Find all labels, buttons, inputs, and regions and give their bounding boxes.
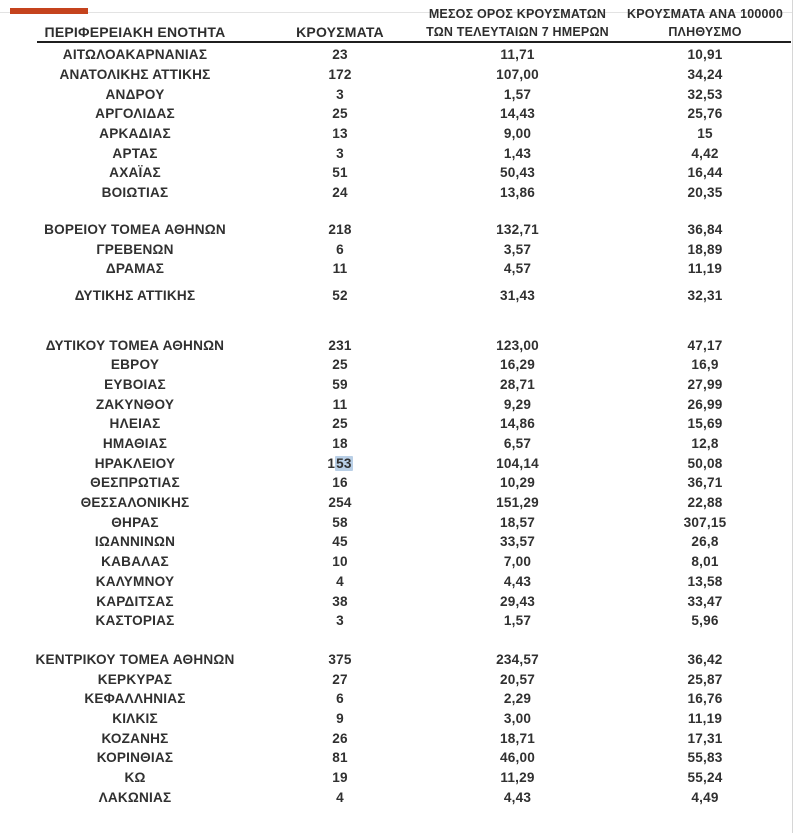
region-cell[interactable]: ΕΥΒΟΙΑΣ xyxy=(104,376,166,392)
region-cell[interactable]: ΚΟΖΑΝΗΣ xyxy=(101,730,169,746)
table-row xyxy=(0,532,800,552)
avg7-cell[interactable]: 4,43 xyxy=(503,573,532,589)
table-row xyxy=(0,375,800,395)
region-cell[interactable]: ΔΥΤΙΚΟΥ ΤΟΜΕΑ ΑΘΗΝΩΝ xyxy=(45,337,225,353)
avg7-cell[interactable]: 3,00 xyxy=(503,710,532,726)
avg7-cell[interactable]: 7,00 xyxy=(503,554,532,570)
per100k-cell[interactable]: 18,89 xyxy=(687,241,723,257)
region-cell[interactable]: ΚΕΦΑΛΛΗΝΙΑΣ xyxy=(84,691,186,707)
group-spacer xyxy=(0,631,800,650)
cases-cell[interactable]: 6 xyxy=(336,241,344,257)
cases-cell[interactable]: 24 xyxy=(332,185,348,201)
per100k-cell[interactable]: 4,49 xyxy=(691,789,719,805)
table-row xyxy=(0,414,800,434)
table-row xyxy=(0,239,800,259)
group-spacer xyxy=(0,203,800,220)
table-row xyxy=(0,650,800,670)
per100k-cell[interactable]: 16,76 xyxy=(687,691,723,707)
per100k-cell[interactable]: 32,53 xyxy=(687,86,723,102)
avg7-cell[interactable]: 18,71 xyxy=(499,730,536,746)
region-cell[interactable]: ΖΑΚΥΝΘΟΥ xyxy=(95,396,175,412)
header-region: ΠΕΡΙΦΕΡΕΙΑΚΗ ΕΝΟΤΗΤΑ xyxy=(44,24,226,40)
header-underline-rule xyxy=(37,41,791,43)
avg7-cell[interactable]: 18,57 xyxy=(499,514,536,530)
region-cell[interactable]: ΛΑΚΩΝΙΑΣ xyxy=(98,789,172,805)
per100k-cell[interactable]: 11,19 xyxy=(687,710,723,726)
header-avg7-line2: ΤΩΝ ΤΕΛΕΥΤΑΙΩΝ 7 ΗΜΕΡΩΝ xyxy=(426,25,609,39)
avg7-cell[interactable]: 107,00 xyxy=(496,67,539,83)
table-row xyxy=(0,787,800,807)
avg7-cell[interactable]: 2,29 xyxy=(503,691,532,707)
region-cell[interactable]: ΑΝΔΡΟΥ xyxy=(105,86,165,102)
cases-cell[interactable]: 11 xyxy=(332,261,348,277)
cases-cell[interactable]: 58 xyxy=(332,514,348,530)
region-cell[interactable]: ΗΜΑΘΙΑΣ xyxy=(102,436,168,452)
header-per100k-line2: ΠΛΗΘΥΣΜΟ xyxy=(668,25,742,39)
cases-cell[interactable]: 4 xyxy=(336,573,344,589)
region-cell[interactable]: ΗΡΑΚΛΕΙΟΥ xyxy=(94,455,176,471)
per100k-cell[interactable]: 12,8 xyxy=(691,436,719,452)
cases-cell[interactable]: 4 xyxy=(336,789,344,805)
region-cell[interactable]: ΚΙΛΚΙΣ xyxy=(112,710,158,726)
table-header-line2 xyxy=(0,24,800,40)
region-cell[interactable]: ΑΙΤΩΛΟΑΚΑΡΝΑΝΙΑΣ xyxy=(62,47,208,63)
per100k-cell[interactable]: 4,42 xyxy=(691,145,719,161)
avg7-cell[interactable]: 104,14 xyxy=(496,455,539,471)
cases-cell[interactable]: 6 xyxy=(336,691,344,707)
table-row xyxy=(0,591,800,611)
cases-cell[interactable]: 52 xyxy=(332,287,348,303)
per100k-cell[interactable]: 36,84 xyxy=(687,221,723,237)
cases-cell[interactable]: 172 xyxy=(328,67,352,83)
region-cell[interactable]: ΘΗΡΑΣ xyxy=(111,514,159,530)
header-avg7-line1: ΜΕΣΟΣ ΟΡΟΣ ΚΡΟΥΣΜΑΤΩΝ xyxy=(428,7,607,21)
region-cell[interactable]: ΕΒΡΟΥ xyxy=(110,357,160,373)
cases-cell[interactable]: 38 xyxy=(332,593,348,609)
table-row xyxy=(0,572,800,592)
per100k-cell[interactable]: 50,08 xyxy=(687,455,723,471)
table-row xyxy=(0,611,800,631)
table-row xyxy=(0,335,800,355)
region-cell[interactable]: ΑΧΑΪΑΣ xyxy=(109,165,161,181)
avg7-cell[interactable]: 1,57 xyxy=(503,613,532,629)
table-row xyxy=(0,355,800,375)
avg7-cell[interactable]: 14,43 xyxy=(499,106,536,122)
avg7-cell[interactable]: 9,00 xyxy=(503,126,532,142)
avg7-cell[interactable]: 31,43 xyxy=(499,287,536,303)
cases-cell[interactable]: 59 xyxy=(332,376,348,392)
table-row xyxy=(0,552,800,572)
per100k-cell[interactable]: 34,24 xyxy=(687,67,723,83)
avg7-cell[interactable]: 123,00 xyxy=(496,337,539,353)
region-cell[interactable]: ΒΟΙΩΤΙΑΣ xyxy=(101,185,169,201)
cases-cell[interactable]: 26 xyxy=(332,730,348,746)
avg7-cell[interactable]: 1,57 xyxy=(503,86,532,102)
cases-unselected-part: 1 xyxy=(327,455,336,471)
per100k-cell[interactable]: 55,83 xyxy=(687,750,723,766)
per100k-cell[interactable]: 55,24 xyxy=(687,770,723,786)
table-row xyxy=(0,768,800,788)
table-row xyxy=(0,394,800,414)
avg7-cell[interactable]: 46,00 xyxy=(499,750,536,766)
avg7-cell[interactable]: 4,43 xyxy=(503,789,532,805)
region-cell[interactable]: ΑΝΑΤΟΛΙΚΗΣ ΑΤΤΙΚΗΣ xyxy=(59,67,211,83)
region-cell[interactable]: ΚΕΝΤΡΙΚΟΥ ΤΟΜΕΑ ΑΘΗΝΩΝ xyxy=(35,651,235,667)
table-row xyxy=(0,748,800,768)
table-row xyxy=(0,259,800,279)
region-cell[interactable]: ΚΩ xyxy=(124,770,146,786)
region-cell[interactable]: ΚΑΣΤΟΡΙΑΣ xyxy=(95,613,175,629)
region-cell[interactable]: ΘΕΣΣΑΛΟΝΙΚΗΣ xyxy=(80,495,190,511)
avg7-cell[interactable]: 11,29 xyxy=(500,770,535,786)
avg7-cell[interactable]: 1,43 xyxy=(503,145,532,161)
per100k-cell[interactable]: 15,69 xyxy=(687,416,723,432)
cases-cell[interactable]: 51 xyxy=(332,165,348,181)
avg7-cell[interactable]: 151,29 xyxy=(496,495,539,511)
per100k-cell[interactable]: 11,19 xyxy=(687,261,723,277)
avg7-cell[interactable]: 132,71 xyxy=(496,221,539,237)
table-row xyxy=(0,45,800,65)
per100k-cell[interactable]: 17,31 xyxy=(687,730,723,746)
region-cell[interactable]: ΔΡΑΜΑΣ xyxy=(105,261,165,277)
table-row xyxy=(0,689,800,709)
per100k-cell[interactable]: 16,9 xyxy=(691,357,719,373)
per100k-cell[interactable]: 26,8 xyxy=(691,534,719,550)
table-row xyxy=(0,728,800,748)
region-cell[interactable]: ΚΑΡΔΙΤΣΑΣ xyxy=(96,593,174,609)
avg7-cell[interactable]: 4,57 xyxy=(503,261,532,277)
region-cell[interactable]: ΚΕΡΚΥΡΑΣ xyxy=(97,671,173,687)
cases-cell[interactable]: 18 xyxy=(332,436,348,452)
per100k-cell[interactable]: 36,71 xyxy=(687,475,723,491)
cases-cell[interactable]: 3 xyxy=(336,613,344,629)
per100k-cell[interactable]: 13,58 xyxy=(687,573,723,589)
cases-cell[interactable]: 16 xyxy=(332,475,348,491)
cases-cell[interactable]: 10 xyxy=(332,554,348,570)
group-spacer xyxy=(0,279,800,286)
cases-cell[interactable]: 45 xyxy=(332,534,348,550)
avg7-cell[interactable]: 6,57 xyxy=(503,436,532,452)
per100k-cell[interactable]: 25,76 xyxy=(687,106,723,122)
per100k-cell[interactable]: 15 xyxy=(697,126,713,142)
group-spacer xyxy=(0,305,800,335)
region-cell[interactable]: ΚΑΛΥΜΝΟΥ xyxy=(95,573,175,589)
table-row xyxy=(0,220,800,240)
region-cell[interactable]: ΔΥΤΙΚΗΣ ΑΤΤΙΚΗΣ xyxy=(74,287,196,303)
per100k-cell[interactable]: 26,99 xyxy=(687,396,723,412)
region-cell[interactable]: ΘΕΣΠΡΩΤΙΑΣ xyxy=(90,475,180,491)
cases-cell[interactable]: 25 xyxy=(332,357,348,373)
table-row xyxy=(0,124,800,144)
per100k-cell[interactable]: 8,01 xyxy=(691,554,719,570)
region-cell[interactable]: ΗΛΕΙΑΣ xyxy=(109,416,161,432)
table-row xyxy=(0,286,800,306)
avg7-cell[interactable]: 10,29 xyxy=(499,475,536,491)
avg7-cell[interactable]: 50,43 xyxy=(499,165,536,181)
selected-text: 53 xyxy=(336,455,352,471)
per100k-cell[interactable]: 20,35 xyxy=(687,185,723,201)
avg7-cell[interactable]: 9,29 xyxy=(503,396,532,412)
table-row xyxy=(0,183,800,203)
cases-cell[interactable]: 3 xyxy=(336,86,344,102)
cases-cell[interactable]: 27 xyxy=(332,671,348,687)
region-cell[interactable]: ΑΡΓΟΛΙΔΑΣ xyxy=(95,106,175,122)
table-row xyxy=(0,473,800,493)
per100k-cell[interactable]: 27,99 xyxy=(687,376,723,392)
cases-cell[interactable]: 25 xyxy=(332,106,348,122)
per100k-cell[interactable]: 307,15 xyxy=(683,514,727,530)
per100k-cell[interactable]: 16,44 xyxy=(687,165,723,181)
header-cases: ΚΡΟΥΣΜΑΤΑ xyxy=(296,24,384,40)
region-cell[interactable]: ΓΡΕΒΕΝΩΝ xyxy=(96,241,174,257)
avg7-cell[interactable]: 33,57 xyxy=(499,534,536,550)
per100k-cell[interactable]: 33,47 xyxy=(687,593,723,609)
region-cell[interactable]: ΚΑΒΑΛΑΣ xyxy=(101,554,169,570)
per100k-cell[interactable]: 10,91 xyxy=(687,47,723,63)
avg7-cell[interactable]: 234,57 xyxy=(496,651,539,667)
table-row xyxy=(0,434,800,454)
table-row xyxy=(0,709,800,729)
region-cell[interactable]: ΚΟΡΙΝΘΙΑΣ xyxy=(96,750,174,766)
cases-cell[interactable] xyxy=(270,456,410,471)
cases-cell[interactable]: 81 xyxy=(332,750,348,766)
table-row xyxy=(0,84,800,104)
table-row xyxy=(0,65,800,85)
per100k-cell[interactable]: 5,96 xyxy=(691,613,719,629)
region-cell[interactable]: ΙΩΑΝΝΙΝΩΝ xyxy=(94,534,176,550)
per100k-cell[interactable]: 36,42 xyxy=(687,651,723,667)
table-row xyxy=(0,669,800,689)
table-row xyxy=(0,512,800,532)
cases-cell[interactable]: 3 xyxy=(336,145,344,161)
avg7-cell[interactable]: 29,43 xyxy=(499,593,536,609)
table-row xyxy=(0,104,800,124)
cases-cell[interactable]: 25 xyxy=(332,416,348,432)
header-per100k-line1: ΚΡΟΥΣΜΑΤΑ ΑΝΑ 100000 xyxy=(627,7,783,21)
avg7-cell[interactable]: 14,86 xyxy=(499,416,536,432)
avg7-cell[interactable]: 11,71 xyxy=(500,47,535,63)
cases-cell[interactable]: 9 xyxy=(336,710,344,726)
region-cell[interactable]: ΑΡΚΑΔΙΑΣ xyxy=(99,126,171,142)
cases-cell[interactable]: 254 xyxy=(328,495,352,511)
cases-cell[interactable]: 13 xyxy=(332,126,348,142)
avg7-cell[interactable]: 28,71 xyxy=(499,376,536,392)
table-row xyxy=(0,453,800,473)
table-header-line1 xyxy=(0,7,800,21)
cases-cell[interactable]: 231 xyxy=(328,337,352,353)
table-row xyxy=(0,143,800,163)
avg7-cell[interactable]: 13,86 xyxy=(499,185,536,201)
per100k-cell[interactable]: 22,88 xyxy=(687,495,723,511)
table-row xyxy=(0,493,800,513)
per100k-cell[interactable]: 25,87 xyxy=(687,671,723,687)
avg7-cell[interactable]: 3,57 xyxy=(503,241,532,257)
region-cell[interactable]: ΑΡΤΑΣ xyxy=(112,145,158,161)
avg7-cell[interactable]: 20,57 xyxy=(499,671,536,687)
cases-cell[interactable]: 19 xyxy=(332,770,348,786)
per100k-cell[interactable]: 47,17 xyxy=(687,337,723,353)
cases-cell[interactable]: 11 xyxy=(332,396,348,412)
cases-cell[interactable]: 23 xyxy=(332,47,348,63)
cases-cell[interactable]: 375 xyxy=(328,651,352,667)
region-cell[interactable]: ΒΟΡΕΙΟΥ ΤΟΜΕΑ ΑΘΗΝΩΝ xyxy=(44,221,226,237)
table-body xyxy=(0,45,800,807)
avg7-cell[interactable]: 16,29 xyxy=(499,357,536,373)
cases-cell[interactable]: 218 xyxy=(328,221,352,237)
table-row xyxy=(0,163,800,183)
per100k-cell[interactable]: 32,31 xyxy=(687,287,723,303)
